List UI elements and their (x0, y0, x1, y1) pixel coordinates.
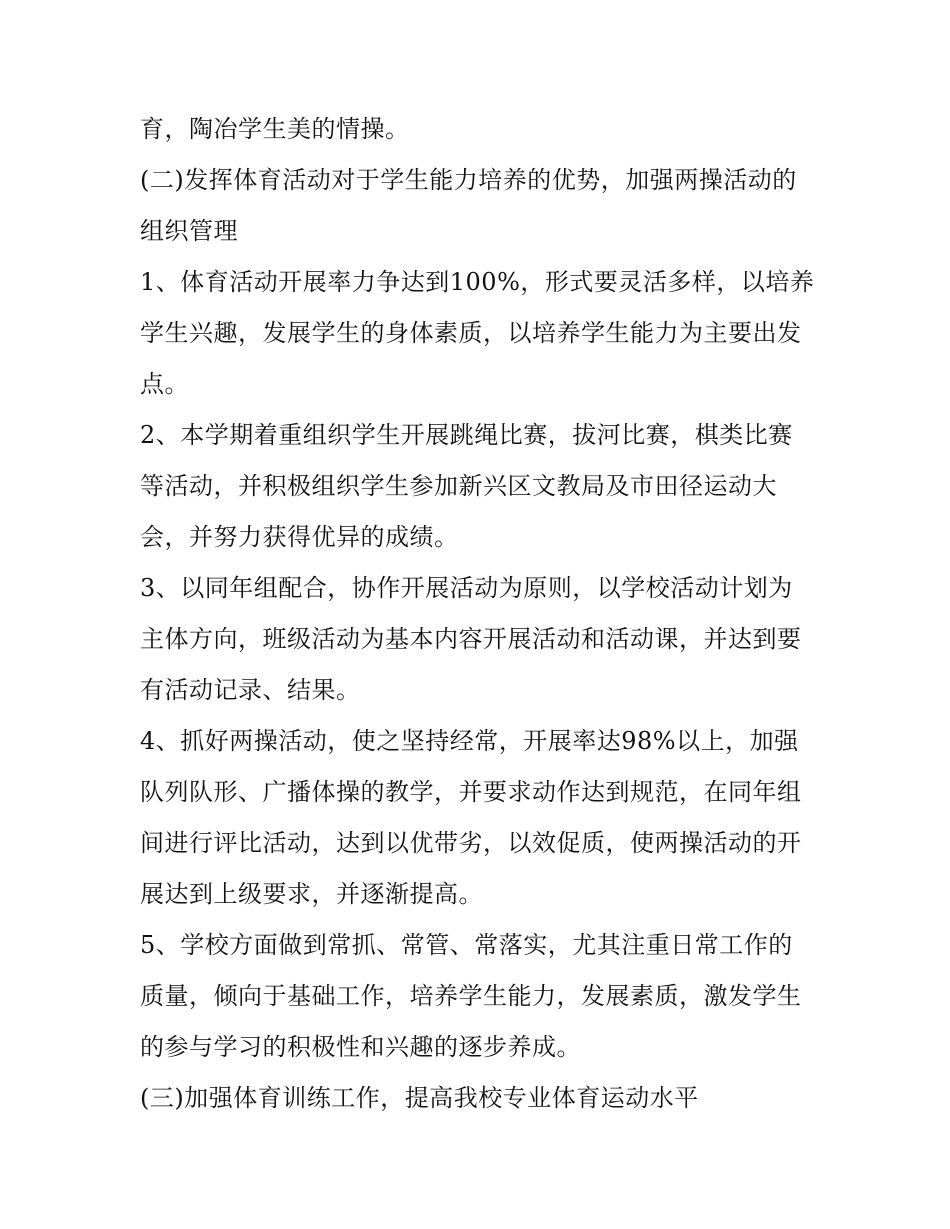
text-line: 学生兴趣，发展学生的身体素质，以培养学生能力为主要出发 (140, 319, 802, 347)
text-line: 展达到上级要求，并逐渐提高。 (140, 880, 483, 908)
section-heading-2: (二)发挥体育活动对于学生能力培养的优势，加强两操活动的 (140, 166, 797, 194)
text-line: 队列队形、广播体操的教学，并要求动作达到规范，在同年组 (140, 778, 802, 806)
text-line: 质量，倾向于基础工作，培养学生能力，发展素质，激发学生 (140, 982, 802, 1010)
text-line: 等活动，并积极组织学生参加新兴区文教局及市田径运动大 (140, 472, 777, 500)
text-line: 会，并努力获得优异的成绩。 (140, 523, 459, 551)
section-heading-3: (三)加强体育训练工作，提高我校专业体育运动水平 (140, 1084, 699, 1112)
list-item-2: 2、本学期着重组织学生开展跳绳比赛，拔河比赛，棋类比赛 (140, 421, 793, 449)
list-item-1: 1、体育活动开展率力争达到100%，形式要灵活多样，以培养 (140, 268, 815, 296)
list-item-5: 5、学校方面做到常抓、常管、常落实，尤其注重日常工作的 (140, 931, 793, 959)
text-line: 间进行评比活动，达到以优带劣，以效促质，使两操活动的开 (140, 829, 802, 857)
text-line: 有活动记录、结果。 (140, 676, 361, 704)
list-item-4: 4、抓好两操活动，使之坚持经常，开展率达98%以上，加强 (140, 727, 799, 755)
text-line: 的参与学习的积极性和兴趣的逐步养成。 (140, 1033, 581, 1061)
text-line: 点。 (140, 370, 189, 398)
document-body (140, 109, 840, 1129)
text-line: 主体方向，班级活动为基本内容开展活动和活动课，并达到要 (140, 625, 802, 653)
text-line: 组织管理 (140, 217, 238, 245)
list-item-3: 3、以同年组配合，协作开展活动为原则，以学校活动计划为 (140, 574, 793, 602)
text-line: 育，陶冶学生美的情操。 (140, 115, 410, 143)
